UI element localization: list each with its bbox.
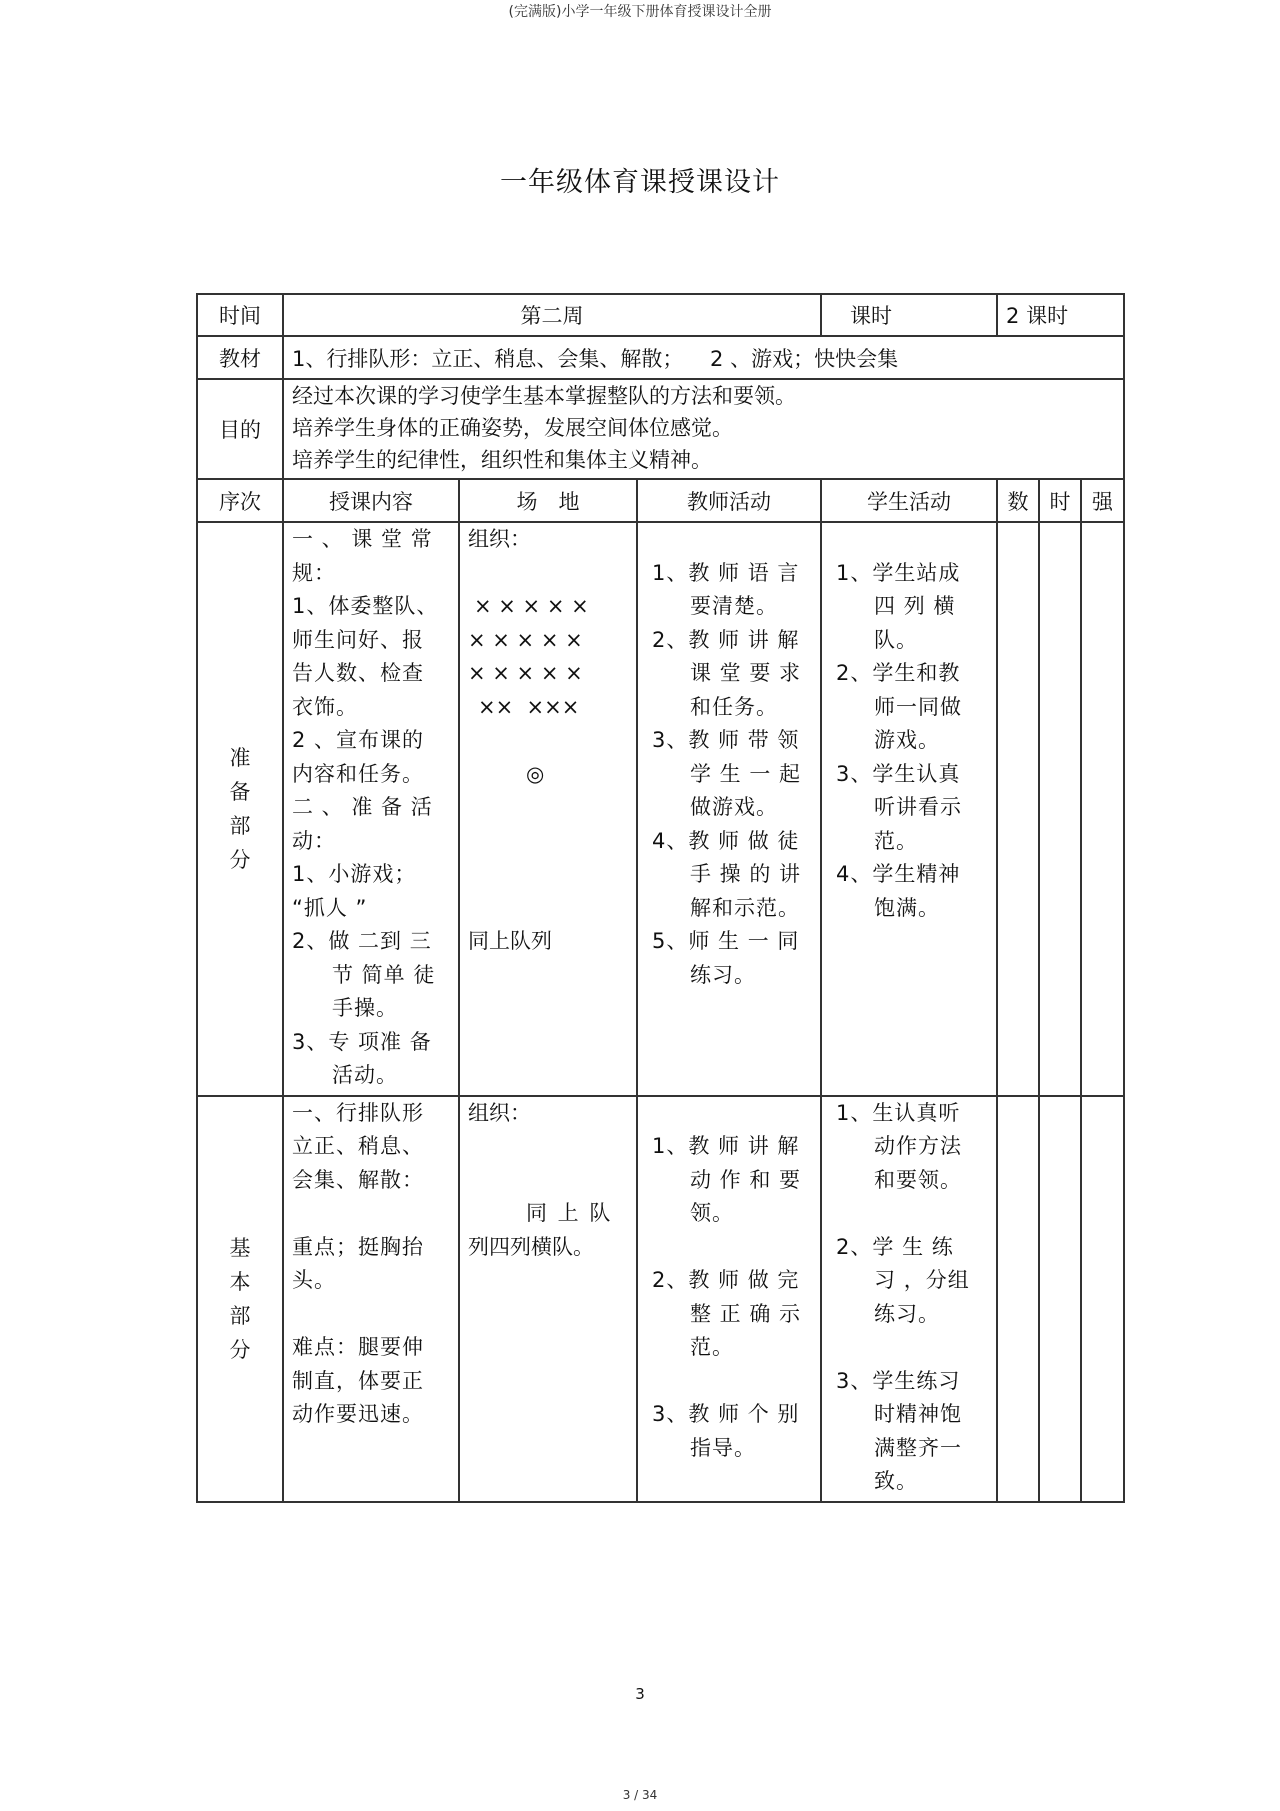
teacher-line: 和任务。: [690, 694, 778, 719]
formation-row: × × × × ×: [474, 594, 589, 618]
student-line: 游戏。: [874, 728, 941, 752]
field-note: 列四列横队。: [468, 1234, 594, 1259]
student-line: 1、学生站成: [836, 560, 961, 585]
content-line: 头。: [292, 1268, 336, 1292]
formation-row: ×× ×××: [478, 694, 580, 719]
content-line: 2 、宣布课的: [292, 728, 425, 752]
document-header: (完满版)小学一年级下册体育授课设计全册: [508, 4, 772, 20]
teacher-line: [652, 1231, 812, 1265]
teacher-line: 3、教 师 带 领: [652, 728, 800, 752]
section-char: 准: [229, 745, 251, 770]
field-label: 组织：: [468, 1100, 531, 1125]
time-value: 第二周: [283, 294, 821, 336]
content-line: 制直，体要正: [292, 1368, 424, 1393]
intensity-prep: [1081, 522, 1124, 1096]
content-line: [292, 1298, 450, 1332]
col-header-intensity: 强: [1081, 479, 1124, 522]
col-header-content: 授课内容: [283, 479, 459, 522]
content-line: 1、体委整队、: [292, 594, 439, 618]
content-line: 1、小游戏；: [292, 862, 417, 886]
time-prep: [1039, 522, 1081, 1096]
teacher-line: 1、教 师 语 言: [652, 560, 800, 585]
section-char: 部: [229, 813, 251, 838]
content-line: 活动。: [332, 1063, 398, 1087]
time-basic: [1039, 1096, 1081, 1502]
student-line: 饱满。: [874, 895, 941, 920]
goal-item: 经过本次课的学习使学生基本掌握整队的方法和要领。: [292, 384, 796, 408]
content-line: 规：: [292, 560, 336, 585]
student-line: 4、学生精神: [836, 862, 961, 886]
goal-row: [197, 379, 1124, 479]
student-line: 致。: [874, 1469, 919, 1493]
section-char: 分: [229, 1337, 251, 1362]
content-line: 一 、 课 堂 常: [292, 527, 433, 551]
teacher-line: 1、教 师 讲 解: [652, 1134, 800, 1158]
section-char: 本: [229, 1269, 251, 1294]
student-line: [836, 523, 988, 557]
content-line: [292, 1197, 450, 1231]
col-header-time: 时: [1039, 479, 1081, 522]
section-name-prep: [197, 522, 283, 1096]
field-basic: [459, 1096, 637, 1502]
count-basic: [997, 1096, 1039, 1502]
field-note: 同上队列: [468, 929, 552, 953]
column-header-row: [197, 479, 1124, 522]
student-line: 满整齐一: [874, 1435, 963, 1460]
material-label: 教材: [197, 336, 283, 379]
page-footer: 3 / 34: [622, 1788, 658, 1802]
col-header-student: 学生活动: [821, 479, 997, 522]
teacher-line: 4、教 师 做 徒: [652, 828, 800, 853]
teacher-line: 动 作 和 要: [690, 1167, 802, 1192]
intensity-basic: [1081, 1096, 1124, 1502]
student-line: 范。: [874, 828, 919, 853]
teacher-line: [652, 1365, 812, 1399]
teacher-line: [652, 1097, 812, 1131]
goal-list: [283, 379, 1124, 479]
content-line: 立正、稍息、: [292, 1134, 424, 1158]
student-basic: [821, 1096, 997, 1502]
content-basic: [283, 1096, 459, 1502]
content-line: 衣饰。: [292, 694, 358, 719]
count-prep: [997, 522, 1039, 1096]
content-line: 2、做 二到 三: [292, 929, 432, 953]
teacher-line: 练习。: [690, 962, 756, 987]
content-line: 动：: [292, 828, 336, 853]
section-basic-row: [197, 1096, 1124, 1502]
field-note: 同 上 队: [526, 1201, 613, 1225]
formation-row: × × × × ×: [468, 627, 583, 652]
time-row: [197, 294, 1124, 336]
student-line: [836, 1331, 988, 1365]
student-line: 1、生认真听: [836, 1100, 961, 1125]
content-line: 3、专 项准 备: [292, 1029, 432, 1054]
content-line: 师生问好、报: [292, 627, 424, 652]
content-line: 重点；挺胸抬: [292, 1234, 424, 1259]
section-char: 备: [229, 779, 251, 804]
teacher-line: 解和示范。: [690, 895, 800, 920]
section-char: 分: [229, 847, 251, 872]
content-line: 二 、 准 备 活: [292, 795, 433, 819]
teacher-line: 3、教 师 个 别: [652, 1402, 800, 1426]
teacher-line: 要清楚。: [690, 594, 778, 618]
student-prep: [821, 522, 997, 1096]
teacher-line: 做游戏。: [690, 795, 778, 819]
section-prep-row: [197, 522, 1124, 1096]
teacher-line: 2、教 师 讲 解: [652, 627, 800, 652]
teacher-line: 课 堂 要 求: [690, 661, 802, 685]
time-label: 时间: [197, 294, 283, 336]
section-char: 基: [229, 1235, 251, 1260]
teacher-position-icon: ◎: [526, 761, 545, 786]
teacher-line: [652, 523, 812, 557]
student-line: 3、学生认真: [836, 761, 961, 786]
col-header-field: 场 地: [459, 479, 637, 522]
student-line: 2、学 生 练: [836, 1234, 954, 1259]
goal-item: 培养学生的纪律性，组织性和集体主义精神。: [292, 448, 712, 472]
field-prep: [459, 522, 637, 1096]
teacher-line: 指导。: [690, 1435, 756, 1460]
content-line: 内容和任务。: [292, 761, 424, 786]
goal-label: 目的: [197, 379, 283, 479]
teacher-prep: [637, 522, 821, 1096]
student-line: 队。: [874, 627, 919, 652]
student-line: 习 ，分组: [874, 1268, 970, 1292]
teacher-line: 手 操 的 讲: [690, 862, 802, 886]
content-line: 告人数、检查: [292, 661, 424, 685]
section-char: 部: [229, 1303, 251, 1328]
content-line: 会集、解散：: [292, 1167, 424, 1192]
student-line: 动作方法: [874, 1134, 963, 1158]
student-line: [836, 1197, 988, 1231]
col-header-order: 序次: [197, 479, 283, 522]
page-number: 3: [635, 1685, 645, 1703]
student-line: 听讲看示: [874, 795, 963, 819]
content-line: 节 简单 徒: [332, 962, 436, 987]
student-line: 师一同做: [874, 694, 963, 719]
teacher-line: 2、教 师 做 完: [652, 1268, 800, 1292]
content-prep: [283, 522, 459, 1096]
period-value: 2 课时: [997, 294, 1124, 336]
teacher-line: 学 生 一 起: [690, 761, 802, 786]
content-line: 一、行排队形: [292, 1100, 424, 1125]
teacher-line: 范。: [690, 1335, 734, 1359]
material-value: 1、行排队形：立正、稍息、会集、解散； 2 、游戏；快快会集: [283, 336, 1124, 379]
student-line: 和要领。: [874, 1167, 963, 1192]
content-line: 手操。: [332, 996, 398, 1020]
material-row: [197, 336, 1124, 379]
student-line: 时精神饱: [874, 1402, 963, 1426]
formation-row: × × × × ×: [468, 661, 583, 685]
section-name-basic: [197, 1096, 283, 1502]
teacher-line: 整 正 确 示: [690, 1301, 802, 1326]
student-line: 四 列 横: [874, 594, 956, 618]
student-line: 3、学生练习: [836, 1368, 961, 1393]
lesson-plan-table: [196, 293, 1125, 1503]
period-label: 课时: [821, 294, 997, 336]
goal-item: 培养学生身体的正确姿势，发展空间体位感觉。: [292, 416, 733, 440]
teacher-line: 领。: [690, 1201, 734, 1225]
page-title: 一年级体育课授课设计: [500, 167, 780, 198]
teacher-basic: [637, 1096, 821, 1502]
content-line: “抓人 ”: [292, 895, 368, 920]
student-line: 练习。: [874, 1301, 941, 1326]
field-label: 组织：: [468, 527, 531, 551]
col-header-teacher: 教师活动: [637, 479, 821, 522]
col-header-count: 数: [997, 479, 1039, 522]
content-line: 动作要迅速。: [292, 1402, 424, 1426]
content-line: 难点：腿要伸: [292, 1335, 424, 1359]
student-line: 2、学生和教: [836, 661, 961, 685]
teacher-line: 5、师 生 一 同: [652, 929, 800, 953]
